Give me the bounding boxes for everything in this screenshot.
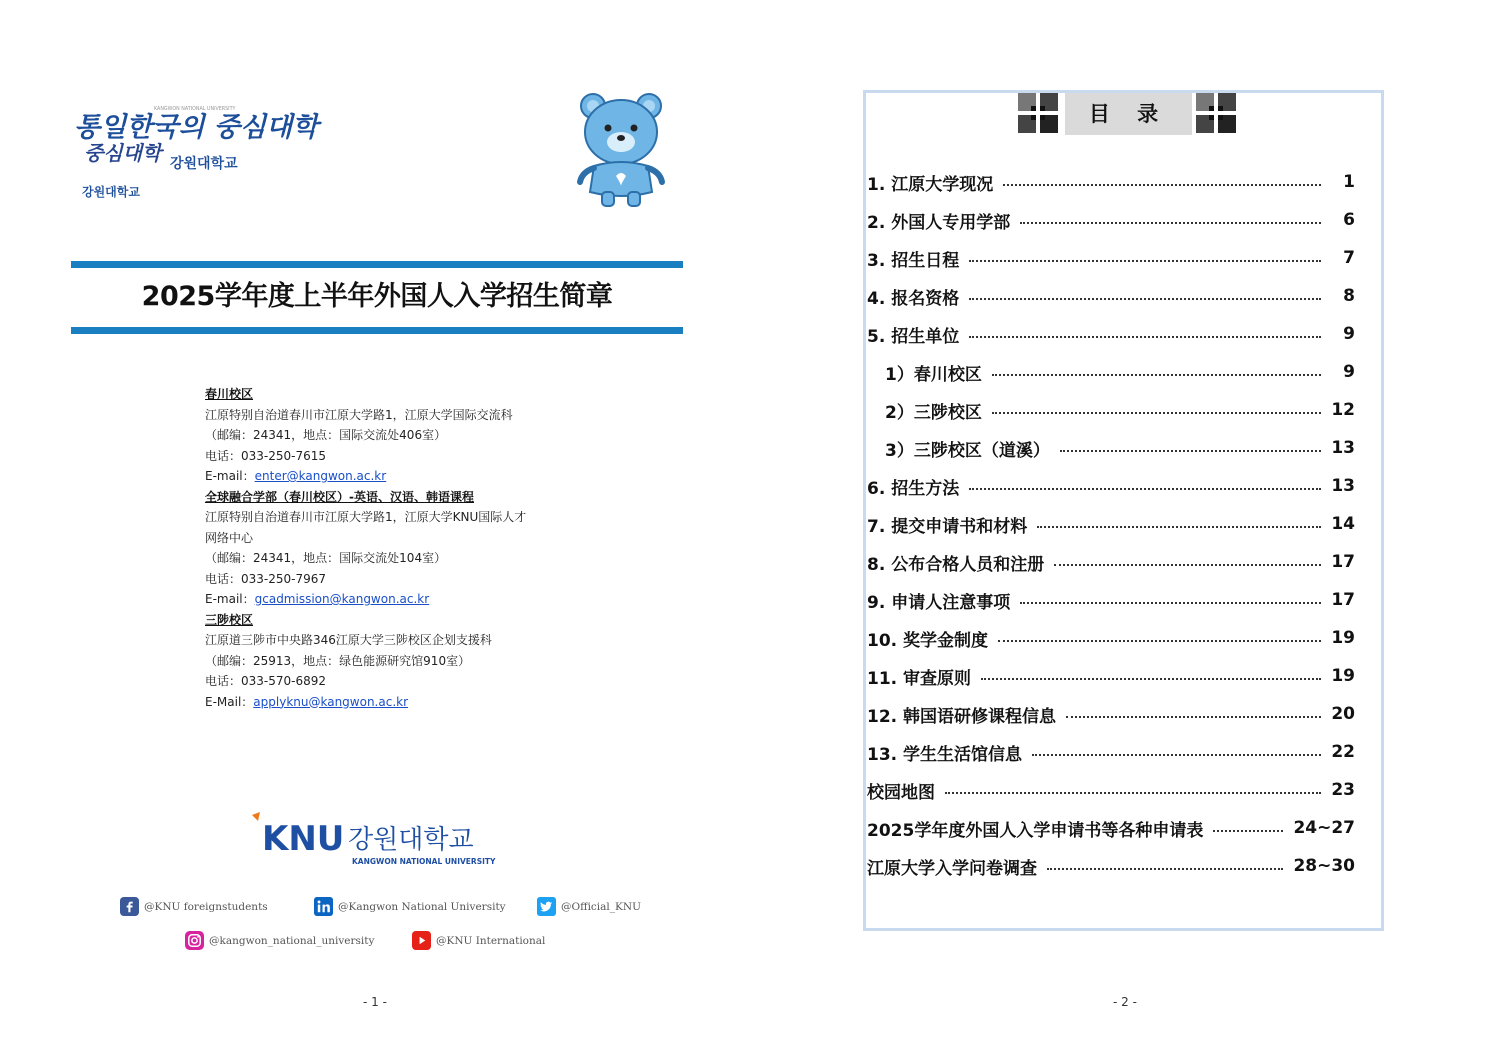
toc-entry-page: 6 bbox=[1343, 210, 1355, 230]
toc-title: 目 录 bbox=[1065, 93, 1192, 135]
title-top-rule bbox=[71, 261, 683, 268]
twitter-handle: @Official_KNU bbox=[561, 900, 641, 913]
facebook-icon bbox=[120, 897, 139, 916]
instagram-link[interactable] bbox=[185, 931, 374, 950]
knu-logo-english: KANGWON NATIONAL UNIVERSITY bbox=[352, 857, 496, 866]
toc-entry-page: 19 bbox=[1331, 666, 1355, 686]
toc-entry-label: 10. 奖学金制度 bbox=[867, 630, 989, 651]
toc-entry-label: 2. 外国人专用学部 bbox=[867, 212, 1011, 233]
toc-subentry[interactable] bbox=[867, 391, 1355, 429]
toc-leader-dots bbox=[1213, 828, 1283, 832]
toc-entry-page: 28~30 bbox=[1293, 856, 1355, 876]
page-2 bbox=[750, 0, 1500, 1061]
toc-entry-page: 1 bbox=[1343, 172, 1355, 192]
toc-subentry[interactable] bbox=[867, 429, 1355, 467]
toc-entry[interactable] bbox=[867, 581, 1355, 619]
toc-entry[interactable] bbox=[867, 657, 1355, 695]
toc-entry-page: 12 bbox=[1331, 400, 1355, 420]
contact-phone: 电话：033-250-7967 bbox=[205, 571, 327, 586]
toc-entry-page: 19 bbox=[1331, 628, 1355, 648]
toc-leader-dots bbox=[1032, 752, 1321, 756]
twitter-icon bbox=[537, 897, 556, 916]
toc-leader-dots bbox=[969, 258, 1321, 262]
email-label: E-mail： bbox=[205, 592, 255, 606]
toc-leader-dots bbox=[1066, 714, 1321, 718]
toc-leader-dots bbox=[945, 790, 1321, 794]
mascot-bear-icon bbox=[576, 92, 666, 210]
toc-entry[interactable] bbox=[867, 695, 1355, 733]
toc-entry-page: 22 bbox=[1331, 742, 1355, 762]
instagram-handle: @kangwon_national_university bbox=[209, 934, 375, 947]
toc-entry[interactable] bbox=[867, 163, 1355, 201]
facebook-link[interactable] bbox=[120, 897, 268, 916]
toc-entry-label: 12. 韩国语研修课程信息 bbox=[867, 706, 1057, 727]
toc-leader-dots bbox=[998, 638, 1321, 642]
instagram-icon bbox=[185, 931, 204, 950]
toc-leader-dots bbox=[992, 372, 1321, 376]
toc-leader-dots bbox=[1020, 220, 1321, 224]
toc-entry-label: 8. 公布合格人员和注册 bbox=[867, 554, 1045, 575]
toc-entry-page: 20 bbox=[1331, 704, 1355, 724]
linkedin-icon bbox=[314, 897, 333, 916]
toc-entry-label: 江原大学入学问卷调查 bbox=[867, 858, 1037, 879]
toc-entry-page: 13 bbox=[1331, 438, 1355, 458]
toc-leader-dots bbox=[969, 486, 1321, 490]
contact-heading-global-convergence: 全球融合学部（春川校区）-英语、汉语、韩语课程 bbox=[205, 489, 474, 504]
toc-entry-label: 2）三陟校区 bbox=[885, 402, 982, 423]
contact-phone: 电话：033-570-6892 bbox=[205, 674, 327, 688]
linkedin-link[interactable] bbox=[314, 897, 506, 916]
toc-entry-label: 校园地图 bbox=[867, 782, 935, 803]
toc-leader-dots bbox=[969, 296, 1321, 300]
contact-line: 江原特别自治道春川市江原大学路1，江原大学KNU国际人才 bbox=[205, 510, 527, 524]
slogan-line-1: 통일한국의 중심대학 bbox=[74, 112, 319, 143]
checker-square-decoration bbox=[1018, 93, 1058, 133]
contact-email-row bbox=[205, 466, 585, 487]
contact-line: （邮编：25913，地点：绿色能源研究馆910室） bbox=[205, 653, 471, 668]
toc-entry-page: 9 bbox=[1343, 324, 1355, 344]
youtube-icon bbox=[412, 931, 431, 950]
contact-line: （邮编：24341，地点：国际交流处104室） bbox=[205, 551, 447, 565]
toc-entry[interactable] bbox=[867, 315, 1355, 353]
toc-entry-label: 7. 提交申请书和材料 bbox=[867, 516, 1028, 537]
toc-entry[interactable] bbox=[867, 277, 1355, 315]
svg-text:중심대학: 중심대학 bbox=[84, 141, 162, 165]
youtube-handle: @KNU International bbox=[436, 934, 546, 947]
toc-subentry[interactable] bbox=[867, 353, 1355, 391]
knu-logo bbox=[250, 812, 496, 870]
svg-text:강원대학교: 강원대학교 bbox=[82, 185, 140, 199]
toc-leader-dots bbox=[1060, 448, 1321, 452]
toc-entry[interactable] bbox=[867, 239, 1355, 277]
toc-entry[interactable] bbox=[867, 201, 1355, 239]
toc-entry[interactable] bbox=[867, 505, 1355, 543]
document-title: 2025学年度上半年外国人入学招生简章 bbox=[141, 281, 613, 312]
toc-entry[interactable] bbox=[867, 847, 1355, 885]
toc-leader-dots bbox=[1037, 524, 1321, 528]
page-number: - 1 - bbox=[363, 995, 387, 1009]
toc-entry-label: 6. 招生方法 bbox=[867, 478, 960, 499]
toc-entry-page: 23 bbox=[1331, 780, 1355, 800]
university-korean-name: 강원대학교 bbox=[170, 156, 238, 172]
toc-entry-label: 11. 审查原则 bbox=[867, 668, 972, 689]
toc-entry-page: 7 bbox=[1343, 248, 1355, 268]
contact-line: 江原特别自治道春川市江原大学路1，江原大学国际交流科 bbox=[205, 407, 513, 422]
toc-entry-label: 3. 招生日程 bbox=[867, 250, 960, 271]
toc-entry-page: 8 bbox=[1343, 286, 1355, 306]
toc-entry-label: 3）三陟校区（道溪） bbox=[885, 440, 1050, 461]
table-of-contents bbox=[867, 163, 1355, 885]
toc-leader-dots bbox=[969, 334, 1321, 338]
contact-info bbox=[205, 384, 585, 712]
toc-entry-label: 9. 申请人注意事项 bbox=[867, 592, 1011, 613]
toc-leader-dots bbox=[981, 676, 1321, 680]
email-link-samcheok[interactable]: applyknu@kangwon.ac.kr bbox=[253, 694, 409, 709]
email-link-chuncheon[interactable]: enter@kangwon.ac.kr bbox=[254, 469, 387, 483]
toc-entry-label: 13. 学生生活馆信息 bbox=[867, 744, 1023, 765]
linkedin-handle: @Kangwon National University bbox=[338, 900, 506, 913]
toc-entry-label: 1. 江原大学现况 bbox=[867, 174, 994, 195]
toc-entry-label: 2025学年度外国人入学申请书等各种申请表 bbox=[867, 820, 1204, 841]
contact-phone: 电话：033-250-7615 bbox=[205, 448, 327, 463]
contact-email-row bbox=[205, 692, 585, 713]
toc-entry[interactable] bbox=[867, 543, 1355, 581]
contact-heading-samcheok: 三陟校区 bbox=[205, 612, 254, 627]
toc-leader-dots bbox=[1047, 866, 1283, 870]
toc-leader-dots bbox=[1003, 182, 1321, 186]
title-bottom-rule bbox=[71, 327, 683, 334]
toc-entry-page: 24~27 bbox=[1293, 818, 1355, 838]
toc-entry-page: 17 bbox=[1331, 552, 1355, 572]
email-link-global-convergence[interactable]: gcadmission@kangwon.ac.kr bbox=[254, 592, 430, 606]
toc-leader-dots bbox=[1054, 562, 1321, 566]
contact-line: （邮编：24341，地点：国际交流处406室） bbox=[205, 428, 447, 442]
toc-entry-label: 1）春川校区 bbox=[885, 364, 982, 385]
toc-leader-dots bbox=[1020, 600, 1321, 604]
university-slogan-logo bbox=[70, 96, 319, 206]
toc-entry[interactable] bbox=[867, 619, 1355, 657]
toc-entry[interactable] bbox=[867, 467, 1355, 505]
toc-entry[interactable] bbox=[867, 809, 1355, 847]
toc-entry-label: 4. 报名资格 bbox=[867, 288, 960, 309]
contact-heading-chuncheon: 春川校区 bbox=[205, 387, 254, 401]
checker-square-decoration bbox=[1196, 93, 1236, 133]
logo-ring-text: KANGWON NATIONAL UNIVERSITY bbox=[154, 107, 236, 112]
knu-logo-korean: 강원대학교 bbox=[348, 825, 474, 855]
toc-entry-page: 17 bbox=[1331, 590, 1355, 610]
facebook-handle: @KNU foreignstudents bbox=[144, 900, 268, 913]
youtube-link[interactable] bbox=[412, 931, 545, 950]
email-label: E-Mail： bbox=[205, 694, 254, 709]
toc-entry-page: 9 bbox=[1343, 362, 1355, 382]
toc-entry[interactable] bbox=[867, 771, 1355, 809]
toc-entry-page: 13 bbox=[1331, 476, 1355, 496]
twitter-link[interactable] bbox=[537, 897, 641, 916]
email-label: E-mail： bbox=[205, 469, 255, 483]
contact-line: 网络中心 bbox=[205, 530, 254, 545]
toc-leader-dots bbox=[992, 410, 1321, 414]
page-number: - 2 - bbox=[1113, 995, 1137, 1009]
toc-entry-page: 14 bbox=[1331, 514, 1355, 534]
contact-email-row bbox=[205, 589, 585, 610]
contact-line: 江原道三陟市中央路346江原大学三陟校区企划支援科 bbox=[205, 633, 492, 647]
toc-entry[interactable] bbox=[867, 733, 1355, 771]
toc-entry-label: 5. 招生单位 bbox=[867, 326, 960, 347]
knu-logo-mark: KNU bbox=[262, 819, 345, 859]
